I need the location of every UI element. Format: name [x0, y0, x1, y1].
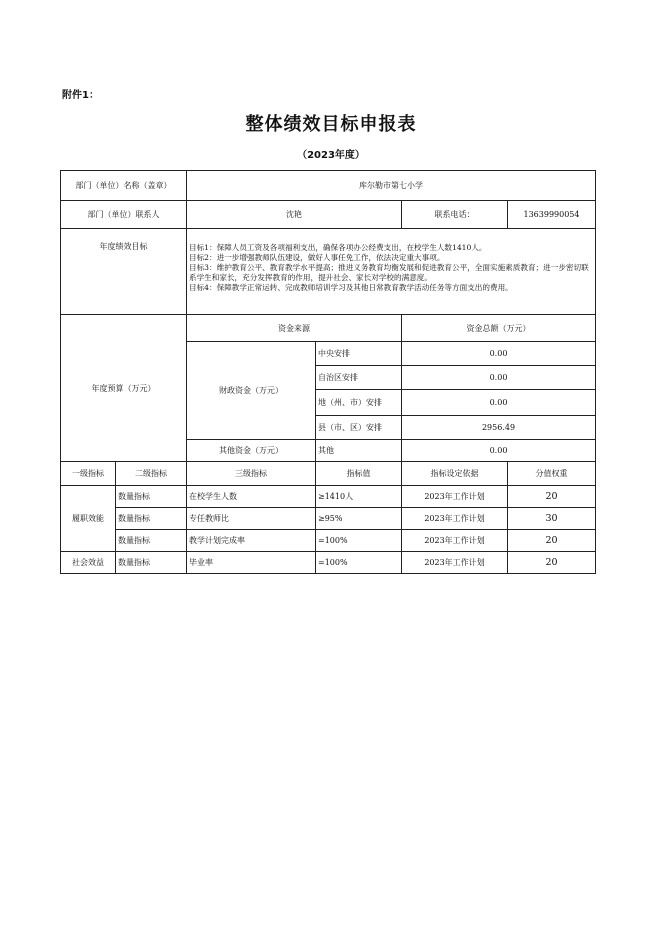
col-header-level3: 三级指标 — [187, 462, 316, 486]
phone-label: 联系电话： — [402, 201, 508, 229]
goals-row — [61, 229, 596, 315]
value-cell: =100% — [316, 552, 402, 574]
basis-cell: 2023年工作计划 — [402, 508, 508, 530]
fiscal-fund-label: 财政资金（万元） — [187, 342, 316, 440]
fund-source-name: 自治区安排 — [316, 366, 402, 390]
indicator-header-row — [61, 462, 596, 486]
fund-amount: 2956.49 — [402, 416, 596, 440]
value-cell: ≥95% — [316, 508, 402, 530]
dept-name-row — [61, 171, 596, 201]
indicator-row — [61, 508, 596, 530]
value-cell: =100% — [316, 530, 402, 552]
col-header-value: 指标值 — [316, 462, 402, 486]
fund-amount: 0.00 — [402, 366, 596, 390]
basis-cell: 2023年工作计划 — [402, 552, 508, 574]
attachment-label: 附件1： — [62, 90, 99, 101]
weight-cell: 20 — [508, 530, 596, 552]
other-fund-amount: 0.00 — [402, 440, 596, 462]
goals-text — [187, 229, 596, 315]
col-header-weight: 分值权重 — [508, 462, 596, 486]
fund-source-name: 中央安排 — [316, 342, 402, 366]
goals-label: 年度绩效目标 — [61, 229, 187, 315]
other-fund-label: 其他资金（万元） — [187, 440, 316, 462]
level1-cell: 履职效能 — [61, 486, 116, 552]
phone-value: 13639990054 — [508, 201, 596, 229]
fund-source-name: 县（市、区）安排 — [316, 416, 402, 440]
basis-cell: 2023年工作计划 — [402, 530, 508, 552]
fund-source-name: 地（州、市）安排 — [316, 390, 402, 416]
goal-2: 目标2：进一步增强教师队伍建设，做好人事任免工作，依法决定重大事项。 — [189, 253, 445, 262]
level2-cell: 数量指标 — [116, 530, 187, 552]
budget-label: 年度预算（万元） — [61, 315, 187, 462]
contact-name: 沈艳 — [187, 201, 402, 229]
dept-name-value: 库尔勒市第七小学 — [187, 171, 596, 201]
col-header-basis: 指标设定依据 — [402, 462, 508, 486]
level3-cell: 在校学生人数 — [187, 486, 316, 508]
page-title: 整体绩效目标申报表 — [245, 114, 417, 135]
col-header-level1: 一级指标 — [61, 462, 116, 486]
indicator-row — [61, 530, 596, 552]
value-cell: ≥1410人 — [316, 486, 402, 508]
fund-amount: 0.00 — [402, 342, 596, 366]
weight-cell: 20 — [508, 552, 596, 574]
fund-total-header: 资金总额（万元） — [402, 315, 596, 342]
indicator-row — [61, 552, 596, 574]
indicator-row — [61, 486, 596, 508]
fund-source-header: 资金来源 — [187, 315, 402, 342]
level2-cell: 数量指标 — [116, 508, 187, 530]
contact-label: 部门（单位）联系人 — [61, 201, 187, 229]
performance-goal-form — [60, 170, 596, 574]
goal-1: 目标1：保障人员工资及各项福利支出，确保各项办公经费支出，在校学生人数1410人。 — [189, 243, 487, 252]
other-fund-name: 其他 — [316, 440, 402, 462]
contact-row — [61, 201, 596, 229]
level2-cell: 数量指标 — [116, 552, 187, 574]
col-header-level2: 二级指标 — [116, 462, 187, 486]
level2-cell: 数量指标 — [116, 486, 187, 508]
level3-cell: 专任教师比 — [187, 508, 316, 530]
budget-header-row — [61, 315, 596, 342]
weight-cell: 30 — [508, 508, 596, 530]
dept-name-label: 部门（单位）名称（盖章） — [61, 171, 187, 201]
basis-cell: 2023年工作计划 — [402, 486, 508, 508]
level1-cell: 社会效益 — [61, 552, 116, 574]
goal-3: 目标3：维护教育公平、教育教学水平提高；推进义务教育均衡发展和促进教育公平，全面实施素质教育；进一步密切联系学生和家长，充分发挥教育的作用，提升社会、家长对学校的满意度。 — [189, 263, 589, 282]
level3-cell: 毕业率 — [187, 552, 316, 574]
goal-4: 目标4：保障教学正常运转、完成教师培训学习及其他日常教育教学活动任务等方面支出的费用。 — [189, 283, 513, 292]
fund-amount: 0.00 — [402, 390, 596, 416]
report-year: （2023年度） — [297, 150, 365, 161]
level3-cell: 教学计划完成率 — [187, 530, 316, 552]
weight-cell: 20 — [508, 486, 596, 508]
